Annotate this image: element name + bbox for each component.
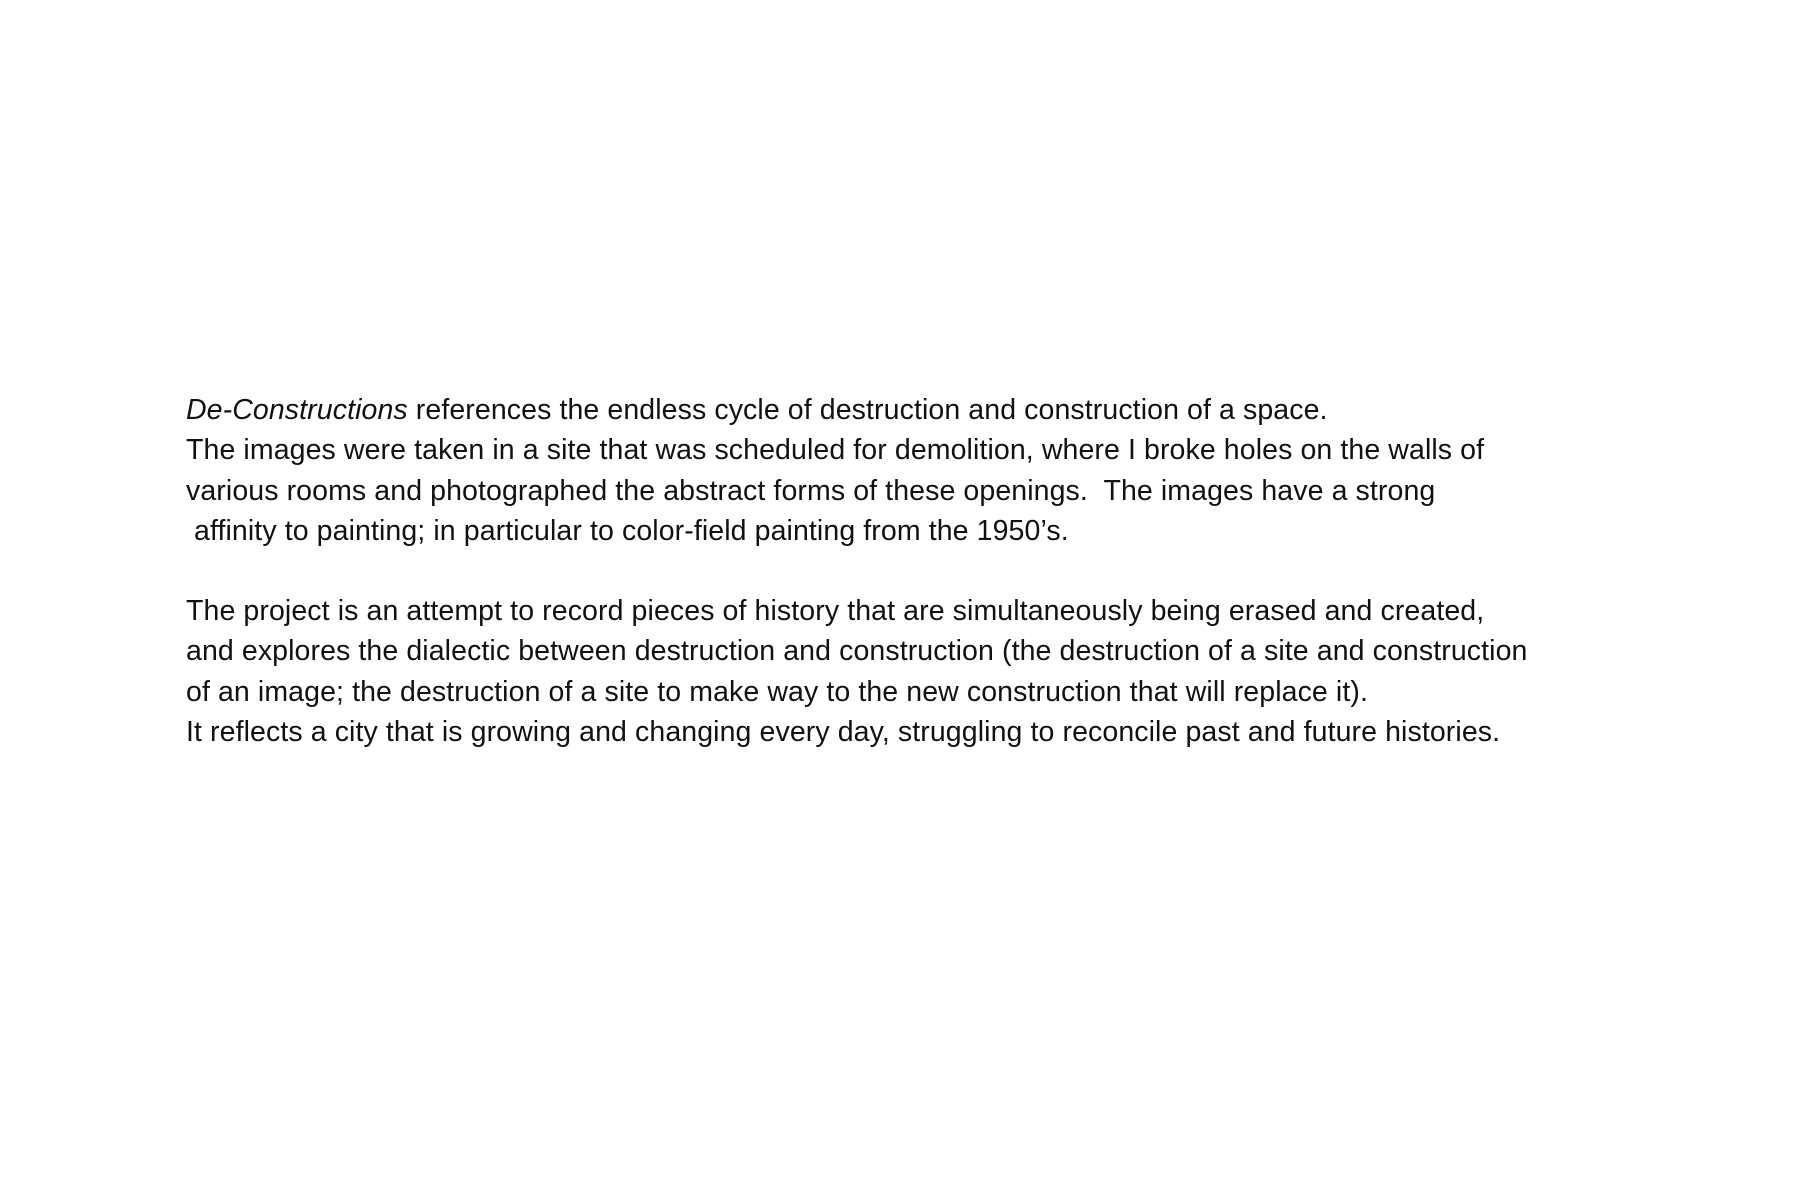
paragraph-spacer: [186, 551, 1746, 591]
paragraph-1-line-1: [186, 390, 1746, 430]
statement-paragraph-1: [186, 390, 1746, 551]
artist-statement: [186, 390, 1746, 752]
paragraph-2-line-4: It reflects a city that is growing and changing every day, struggling to reconcile past and future histories.: [186, 716, 1501, 749]
paragraph-1-line-3: various rooms and photographed the abstract forms of these openings. The images have a strong: [186, 474, 1436, 507]
paragraph-1-line-4: affinity to painting; in particular to color-field painting from the 1950’s.: [186, 514, 1069, 547]
statement-paragraph-2: [186, 591, 1746, 752]
paragraph-2-line-3: of an image; the destruction of a site to make way to the new construction that will replace it).: [186, 675, 1368, 708]
project-title: De-Constructions: [186, 394, 408, 426]
paragraph-1-line-1-text: references the endless cycle of destruction and construction of a space.: [407, 394, 1328, 426]
paragraph-1-line-2: The images were taken in a site that was scheduled for demolition, where I broke holes on the walls of: [186, 434, 1485, 467]
paragraph-2-line-2: and explores the dialectic between destruction and construction (the destruction of a site and construction: [186, 635, 1528, 668]
paragraph-2-line-1: The project is an attempt to record pieces of history that are simultaneously being erased and created,: [186, 595, 1485, 628]
